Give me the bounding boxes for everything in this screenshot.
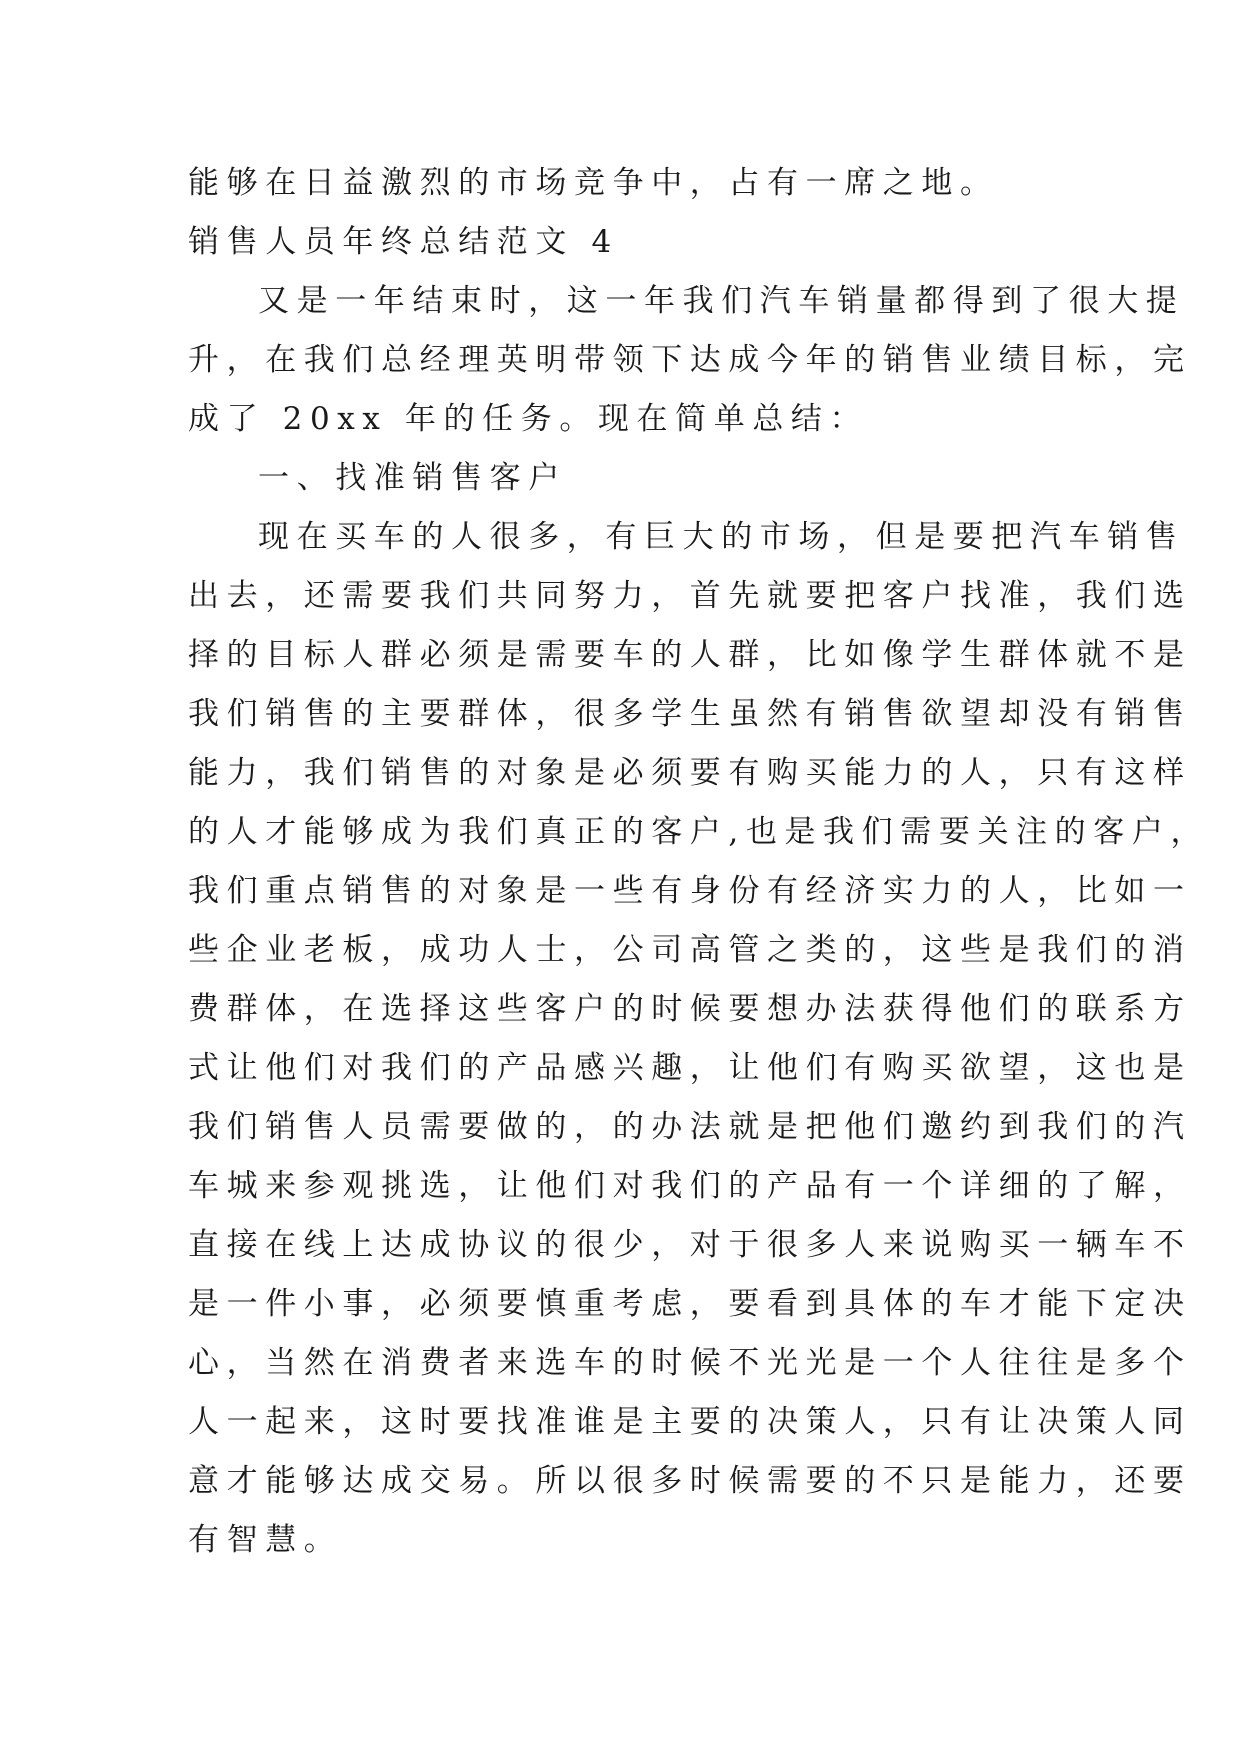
- text-line: 现在买车的人很多，有巨大的市场，但是要把汽车销售: [258, 519, 1185, 555]
- text-line: 出去，还需要我们共同努力，首先就要把客户找准，我们选: [188, 578, 1192, 614]
- text-line: 式让他们对我们的产品感兴趣，让他们有购买欲望，这也是: [188, 1050, 1192, 1086]
- text-line: 我们销售的主要群体，很多学生虽然有销售欲望却没有销售: [188, 696, 1192, 732]
- text-line: 有智慧。: [188, 1522, 343, 1558]
- text-line: 直接在线上达成协议的很少，对于很多人来说购买一辆车不: [188, 1227, 1192, 1263]
- text-line: 成了 20xx 年的任务。现在简单总结：: [188, 401, 869, 437]
- text-line: 又是一年结束时，这一年我们汽车销量都得到了很大提: [258, 283, 1185, 319]
- text-line: 我们销售人员需要做的，的办法就是把他们邀约到我们的汽: [188, 1109, 1192, 1145]
- text-line: 费群体，在选择这些客户的时候要想办法获得他们的联系方: [188, 991, 1192, 1027]
- text-line: 是一件小事，必须要慎重考虑，要看到具体的车才能下定决: [188, 1286, 1192, 1322]
- text-line: 择的目标人群必须是需要车的人群，比如像学生群体就不是: [188, 637, 1192, 673]
- subsection-heading: 一、找准销售客户: [258, 460, 567, 496]
- text-line: 的人才能够成为我们真正的客户,也是我们需要关注的客户，: [188, 814, 1210, 850]
- text-line: 心，当然在消费者来选车的时候不光光是一个人往往是多个: [188, 1345, 1192, 1381]
- text-line: 我们重点销售的对象是一些有身份有经济实力的人，比如一: [188, 873, 1192, 909]
- text-line: 人一起来，这时要找准谁是主要的决策人，只有让决策人同: [188, 1404, 1192, 1440]
- text-line: 能够在日益激烈的市场竞争中，占有一席之地。: [188, 165, 999, 201]
- text-line: 意才能够达成交易。所以很多时候需要的不只是能力，还要: [188, 1463, 1192, 1499]
- document-body: [188, 154, 1210, 1570]
- text-line: 车城来参观挑选，让他们对我们的产品有一个详细的了解，: [188, 1168, 1192, 1204]
- text-line: 升，在我们总经理英明带领下达成今年的销售业绩目标，完: [188, 342, 1192, 378]
- section-heading: 销售人员年终总结范文 4: [188, 224, 619, 260]
- text-line: 些企业老板，成功人士，公司高管之类的，这些是我们的消: [188, 932, 1192, 968]
- text-line: 能力，我们销售的对象是必须要有购买能力的人，只有这样: [188, 755, 1192, 791]
